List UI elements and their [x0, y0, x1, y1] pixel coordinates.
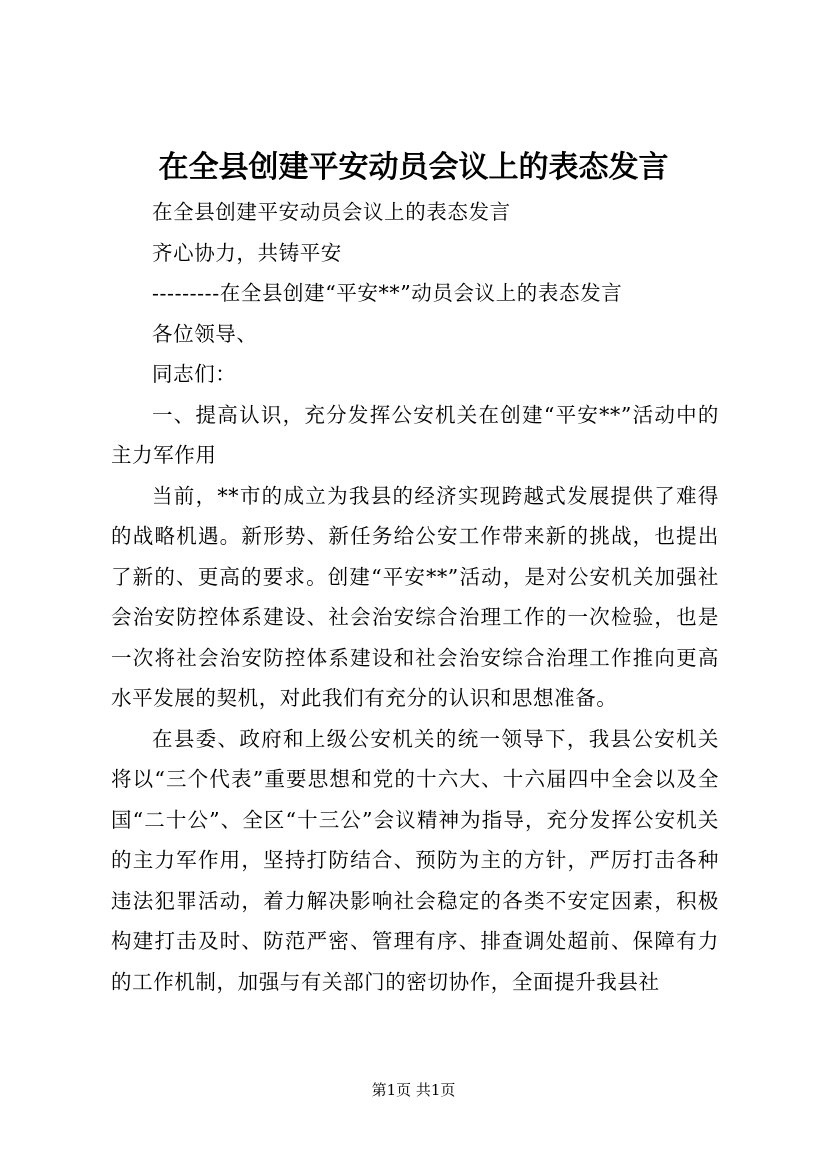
paragraph: 一、提高认识，充分发挥公安机关在创建“平安**”活动中的主力军作用 [111, 402, 719, 467]
paragraph: 各位领导、 [152, 321, 258, 346]
paragraph: 在全县创建平安动员会议上的表态发言 [152, 200, 511, 224]
paragraph: 当前，**市的成立为我县的经济实现跨越式发展提供了难得的战略机遇。新形势、新任务给公安工作带来新的挑战，也提出了新的、更高的要求。创建“平安**”活动，是对公安机关加强社会治安防控体系建设、社会治安综合治理工作的一次检验，也是一次将社会治安防控体系建设和社会治安综合治理工作推向更高水平发展的契机，对此我们有充分的认识和思想准备。 [111, 483, 719, 710]
paragraph: ---------在全县创建“平安**”动员会议上的表态发言 [152, 281, 623, 305]
document-body [111, 192, 719, 1002]
paragraph: 同志们： [152, 362, 237, 386]
page-footer: 第1页 共1页 [371, 1081, 456, 1099]
document-title: 在全县创建平安动员会议上的表态发言 [158, 150, 669, 185]
paragraph: 在县委、政府和上级公安机关的统一领导下，我县公安机关将以“三个代表”重要思想和党的十六大、十六届四中全会以及全国“二十公”、全区“十三公”会议精神为指导，充分发挥公安机关的主力军作用，坚持打防结合、预防为主的方针，严厉打击各种违法犯罪活动，着力解决影响社会稳定的各类不安定因素，积极构建打击及时、防范严密、管理有序、排查调处超前、保障有力的工作机制，加强与有关部门的密切协作，全面提升我县社 [111, 726, 719, 994]
paragraph: 齐心协力，共铸平安 [152, 240, 342, 265]
